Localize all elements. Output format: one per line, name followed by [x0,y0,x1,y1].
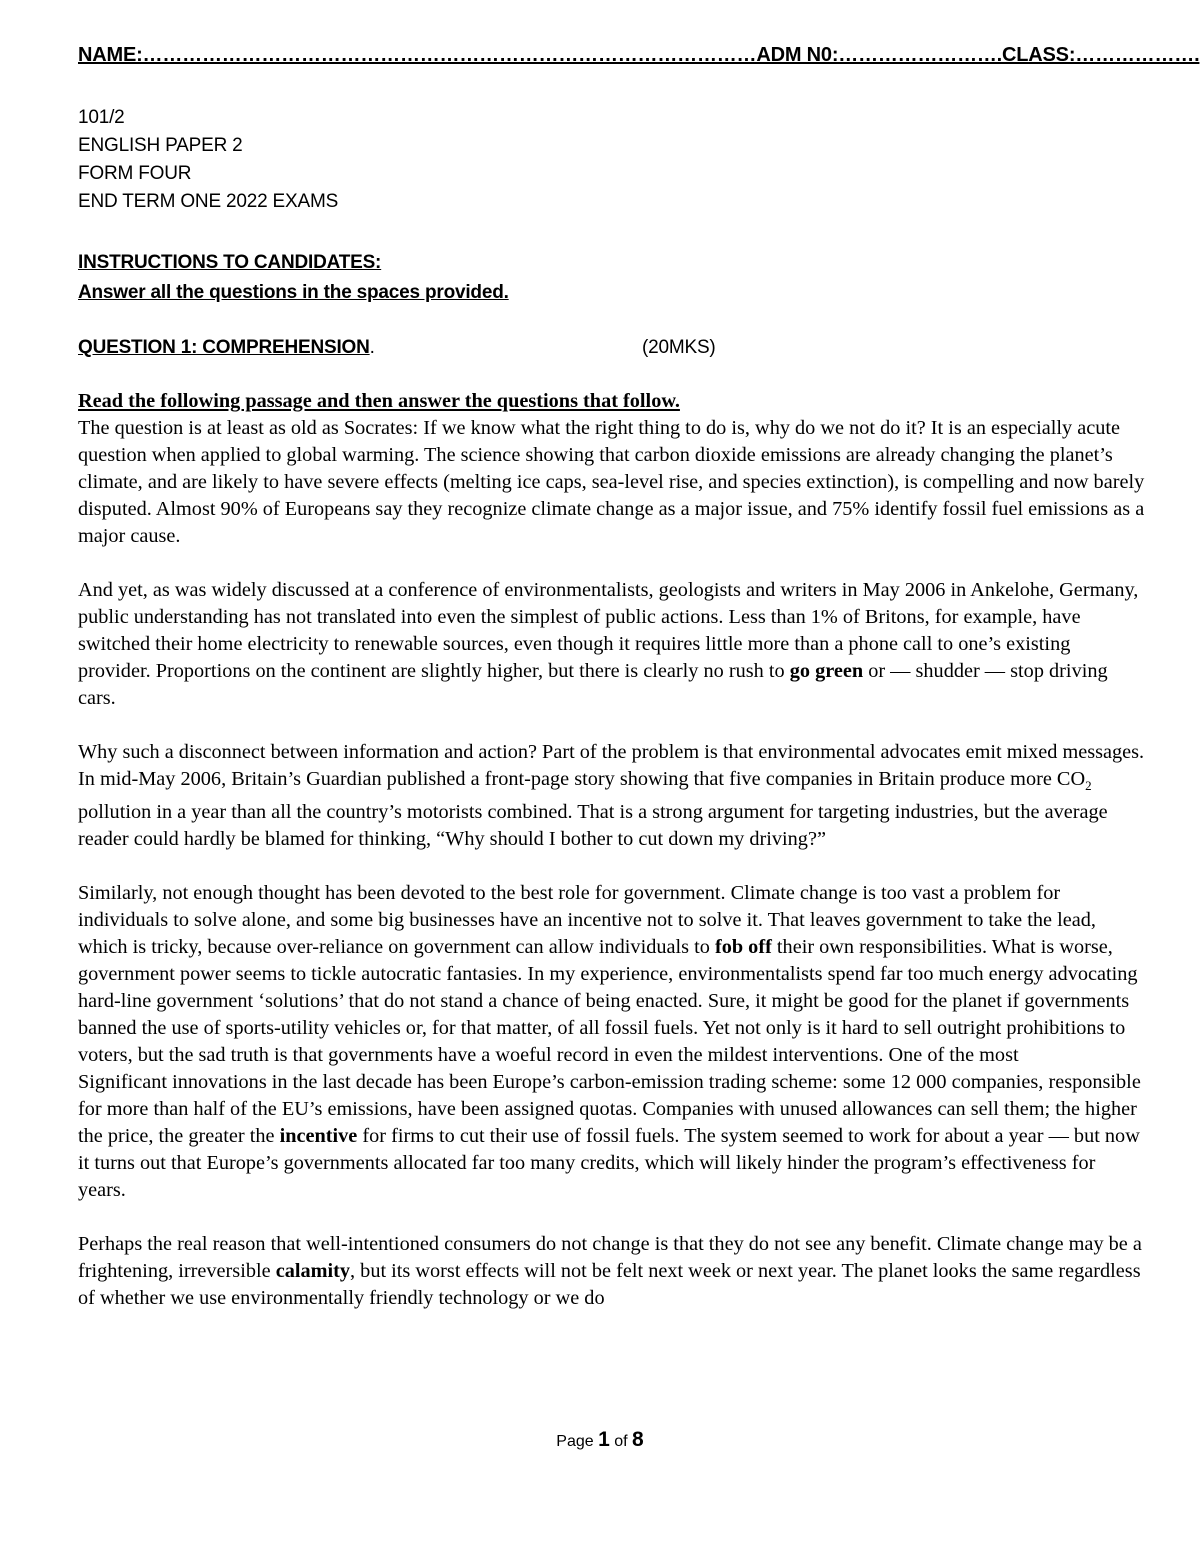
passage-paragraph-4 [78,880,1148,1069]
instructions-block [78,248,509,308]
paragraph-4-text-a: Similarly, not enough thought has been devoted to the best role for government. Climate change is too vast a problem for individuals to solve alone, and some big businesses have an incentive not to solve it. That leaves government to take the lead, which is tricky, because over-reliance on government can allow individuals to [78,882,1096,959]
form-level: FORM FOUR [78,163,192,184]
vocab-incentive: incentive [279,1125,358,1148]
student-details-line: NAME:…………………………………………………………………………………ADM N0:…………………….CLASS:………………. [78,44,1200,66]
paragraph-6-text-b: , but its worst effects will not be felt next week or next year. The planet looks the same regardless of whether we use environmentally friendly technology or we do [78,1260,1141,1310]
question-1-title: QUESTION 1: COMPREHENSION [78,337,370,358]
exam-meta [78,104,338,216]
vocab-fob-off: fob off [714,936,772,959]
vocab-go-green: go green [789,660,864,682]
paragraph-5-text-b: for firms to cut their use of fossil fuels. The system seemed to work for about a year — but now it turns out that Europe’s governments allocated far too many credits, which will likely hinder the program’s effectiveness for years. [78,1125,1140,1202]
comprehension-passage [78,388,1148,1312]
question-1-period: . [369,337,375,358]
page-word: Page [556,1433,599,1450]
page-number: 1 [598,1428,610,1451]
paper-subject: ENGLISH PAPER 2 [78,135,243,156]
passage-paragraph-5 [78,1069,1148,1204]
of-word: of [609,1433,633,1450]
paragraph-5-text-a: Significant innovations in the last decade has been Europe’s carbon-emission trading scheme: some 12 000 companies, responsible for more than half of the EU’s emissions, have been assigned quotas. Companies with unused allowances can sell them; the higher the price, the greater the [78,1071,1141,1148]
page-footer [0,1428,1200,1452]
exam-title: END TERM ONE 2022 EXAMS [78,191,339,212]
paragraph-2-text-b: or — shudder — stop driving cars. [78,660,1108,709]
passage-paragraph-6 [78,1231,1148,1312]
instructions-heading: INSTRUCTIONS TO CANDIDATES: [78,252,382,273]
paragraph-3-text-a: Why such a disconnect between information and action? Part of the problem is that environmental advocates emit mixed messages. In mid-May 2006, Britain’s Guardian published a front-page story showing that five companies in Britain produce more CO [78,741,1145,790]
paragraph-1-text: The question is at least as old as Socrates: If we know what the right thing to do is, why do we not do it? It is an especially acute question when applied to global warming. The science showing that carbon dioxide emissions are already changing the planet’s climate, and are likely to have severe effects (melting ice caps, sea-level rise, and species extinction), is compelling and now barely disputed. Almost 90% of Europeans say they recognize climate change as a major issue, and 75% identify fossil fuel emissions as a major cause. [78,417,1145,547]
co2-subscript: 2 [1085,778,1092,794]
passage-instruction: Read the following passage and then answer the questions that follow. [78,390,680,412]
paragraph-3-text-b: pollution in a year than all the country’s motorists combined. That is a strong argument for targeting industries, but the average reader could hardly be blamed for thinking, “Why should I bother to cut down my driving?” [78,801,1108,851]
paragraph-4-text-b: their own responsibilities. What is worse, government power seems to tickle autocratic fantasies. In my experience, environmentalists spend far too much energy advocating hard-line government ‘solutions’ that do not stand a chance of being enacted. Sure, it might be good for the planet if governments banned the use of sports-utility vehicles or, for that matter, of all fossil fuels. Yet not only is it hard to sell outright prohibitions to voters, but the sad truth is that governments have a woeful record in even the mildest interventions. One of the most [78,936,1138,1067]
paragraph-6-text-a: Perhaps the real reason that well-intentioned consumers do not change is that they do not see any benefit. Climate change may be a frightening, irreversible [78,1233,1142,1283]
paper-code: 101/2 [78,107,125,128]
question-1-marks: (20MKS) [642,337,716,358]
passage-paragraph-3 [78,739,1148,853]
page-total: 8 [632,1428,644,1451]
instructions-text: Answer all the questions in the spaces provided. [78,282,509,303]
passage-paragraph-2 [78,577,1148,712]
passage-paragraph-1 [78,415,1148,550]
vocab-calamity: calamity [275,1260,351,1283]
question-1-heading [78,334,1138,362]
paragraph-2-text-a: And yet, as was widely discussed at a conference of environmentalists, geologists and writers in May 2006 in Ankelohe, Germany, public understanding has not translated into even the simplest of public actions. Less than 1% of Britons, for example, have switched their home electricity to renewable sources, even though it requires little more than a phone call to one’s existing provider. Proportions on the continent are slightly higher, but there is clearly no rush to [78,579,1139,682]
